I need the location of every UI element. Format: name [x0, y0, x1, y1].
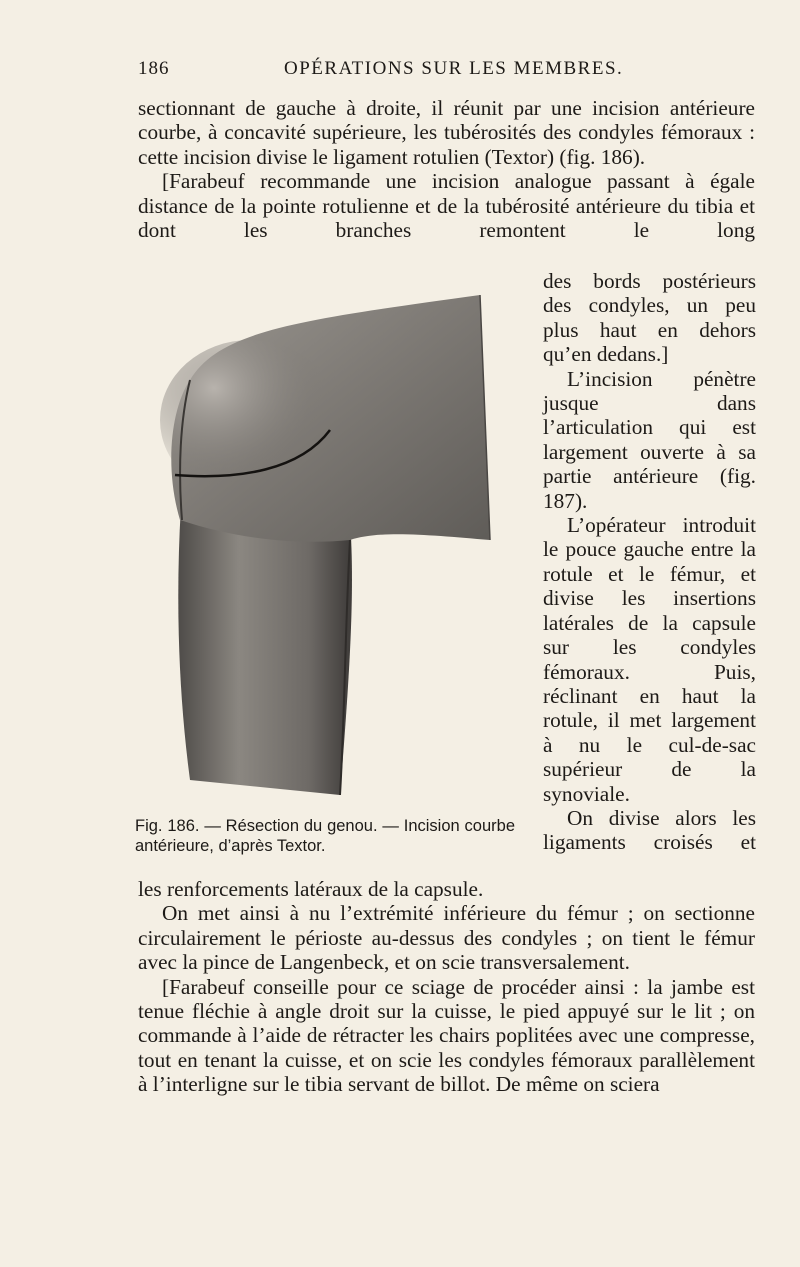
top-text-block: [138, 96, 755, 242]
running-title: OPÉRATIONS SUR LES MEMBRES.: [284, 58, 624, 79]
paragraph: [Farabeuf conseille pour ce sciage de procéder ainsi : la jambe est tenue fléchie à angle droit sur la cuisse, le pied appuyé sur le lit ; on commande à l’aide de rétracter les chairs poplitées avec une compresse, tout en tenant la cuisse, et on scie les condyles fémoraux parallèlement à l’interligne sur le tibia servant de billot. De même on sciera: [138, 974, 755, 1097]
paragraph: les renforcements latéraux de la capsule.: [138, 877, 484, 901]
knee-drawing: [160, 290, 500, 810]
page-header: [138, 58, 758, 86]
paragraph: On divise alors les ligaments croisés et: [543, 805, 756, 855]
side-text-block: [543, 269, 756, 855]
bottom-text-block: [138, 877, 755, 1097]
paragraph: L’incision pénètre jusque dans l’articulation qui est largement ouverte à sa partie antérieure (fig. 187).: [543, 366, 756, 513]
figure-caption: [135, 816, 515, 856]
paragraph: On met ainsi à nu l’extrémité inférieure du fémur ; on sectionne circulairement le périoste au-dessus des condyles ; on tient le fémur avec la pince de Langenbeck, et on scie transversalement.: [138, 901, 755, 975]
knee-illustration: [160, 290, 500, 810]
paragraph: des bords postérieurs des condyles, un peu plus haut en dehors qu’en dedans.]: [543, 269, 756, 367]
paragraph: L’opérateur introduit le pouce gauche entre la rotule et le fémur, et divise les insertions latérales de la capsule sur les condyles fémoraux. Puis, réclinant en haut la rotule, il met largement à nu le cul-de-sac supérieur de la synoviale.: [543, 513, 756, 806]
paragraph: [Farabeuf recommande une incision analogue passant à égale distance de la pointe rotulienne et de la tubérosité antérieure du tibia et dont les branches remontent le long: [138, 169, 755, 243]
caption-text: Fig. 186. — Résection du genou. — Incision courbe antérieure, d’après Textor.: [135, 817, 515, 855]
paragraph: sectionnant de gauche à droite, il réunit par une incision antérieure courbe, à concavité supérieure, les tubérosités des condyles fémoraux : cette incision divise le ligament rotulien (Textor) (fig. 186).: [138, 96, 755, 169]
page-number: 186: [138, 58, 170, 79]
